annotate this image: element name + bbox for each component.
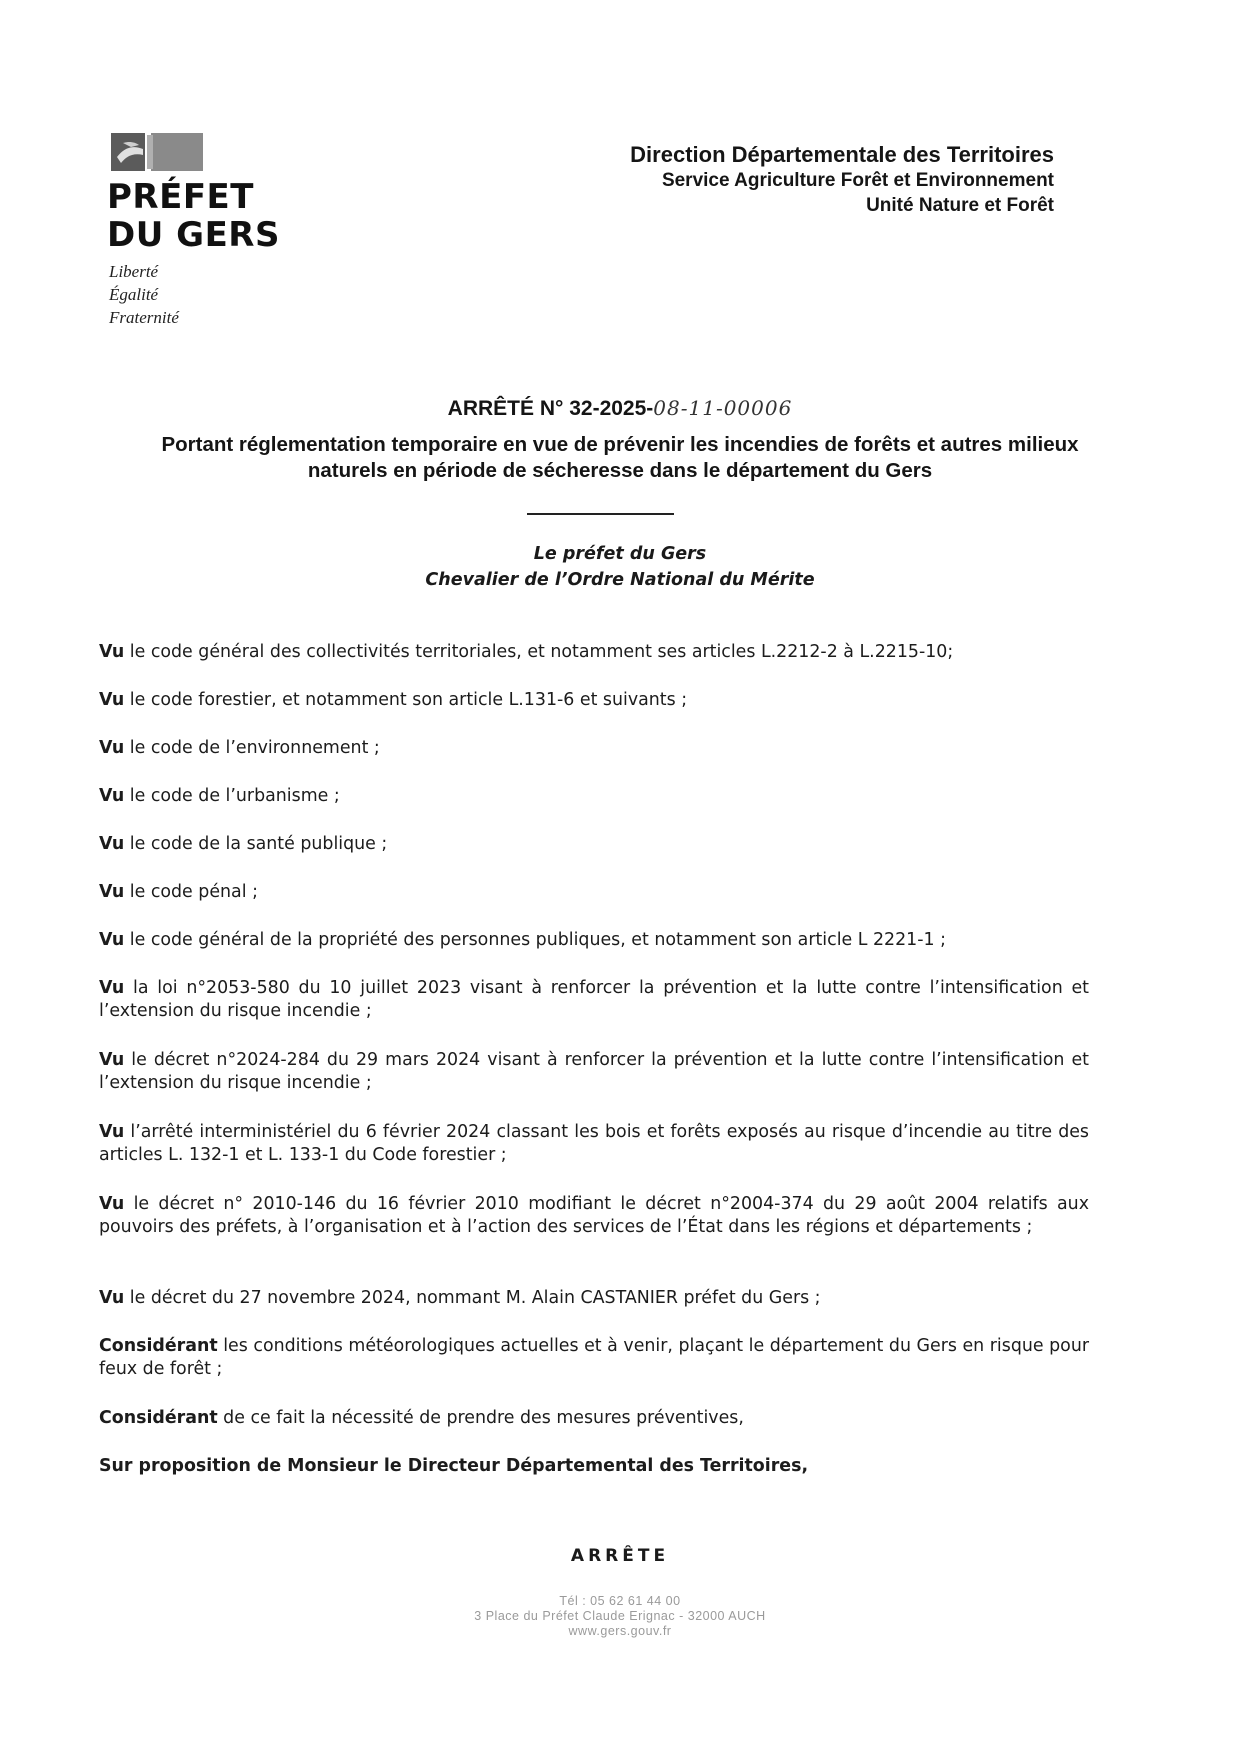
visa-paragraph	[99, 1193, 1089, 1239]
visa-lead: Vu	[99, 834, 125, 854]
visa-text: la loi n°2053-580 du 10 juillet 2023 visant à renforcer la prévention et la lutte contre l’intensification et l’extension du risque incendie ;	[99, 978, 1089, 1021]
visa-text: le code de la santé publique ;	[124, 834, 388, 854]
marianne-logo-icon	[111, 133, 203, 171]
visa-paragraph	[99, 737, 1089, 760]
signatory-title: Le préfet du Gers	[533, 544, 707, 564]
republic-motto	[109, 260, 179, 329]
visa-paragraph	[99, 1287, 1089, 1310]
visa-paragraph	[99, 881, 1089, 904]
footer-website: www.gers.gouv.fr	[568, 1624, 672, 1638]
footer-phone: Tél : 05 62 61 44 00	[559, 1594, 681, 1608]
considerant-paragraph	[99, 1407, 1089, 1430]
visa-lead: Vu	[99, 642, 125, 662]
considerant-paragraph	[99, 1335, 1089, 1381]
visa-lead: Considérant	[99, 1336, 218, 1356]
visa-lead: Vu	[99, 690, 125, 710]
visa-text: le décret n°2024-284 du 29 mars 2024 visant à renforcer la prévention et la lutte contre l’intensification et l’extension du risque incendie ;	[99, 1050, 1089, 1093]
motto-fraternite: Fraternité	[109, 308, 179, 327]
visa-lead: Vu	[99, 930, 125, 950]
visa-text: le code général des collectivités territoriales, et notamment ses articles L.2212-2 à L.2215-10;	[124, 642, 954, 662]
visa-lead: Vu	[99, 1194, 125, 1214]
visa-paragraph	[99, 833, 1089, 856]
subtitle-line2: naturels en période de sécheresse dans le département du Gers	[307, 459, 933, 482]
arrete-heading: ARRÊTE	[570, 1546, 670, 1566]
prefet-logo-title	[107, 178, 280, 254]
visa-paragraph	[99, 1049, 1089, 1095]
motto-liberte: Liberté	[109, 262, 159, 281]
visa-text: le code général de la propriété des personnes publiques, et notamment son article L 2221-1 ;	[124, 930, 946, 950]
arrete-number	[0, 396, 1240, 421]
visa-text: le code de l’urbanisme ;	[124, 786, 340, 806]
visa-paragraph	[99, 785, 1089, 808]
visa-lead: Vu	[99, 1050, 125, 1070]
subtitle-line1: Portant réglementation temporaire en vue de prévenir les incendies de forêts et autres milieux	[161, 433, 1079, 456]
visa-paragraph	[99, 641, 1089, 664]
direction-name: Direction Départementale des Territoires	[630, 142, 1054, 167]
logo-title-line2: DU GERS	[107, 215, 280, 255]
visa-lead: Vu	[99, 786, 125, 806]
title-divider	[527, 513, 674, 515]
visa-lead: Considérant	[99, 1408, 218, 1428]
visa-text: le décret n° 2010-146 du 16 février 2010 modifiant le décret n°2004-374 du 29 août 2004 relatifs aux pouvoirs des préfets, à l’organisation et à l’action des services de l’État dans les régions et départements ;	[99, 1194, 1089, 1237]
visa-text: le décret du 27 novembre 2024, nommant M. Alain CASTANIER préfet du Gers ;	[124, 1288, 821, 1308]
arrete-subtitle	[120, 432, 1120, 484]
visa-text: le code de l’environnement ;	[124, 738, 380, 758]
service-name: Service Agriculture Forêt et Environnement	[661, 170, 1054, 191]
visa-lead: Vu	[99, 882, 125, 902]
footer-contact	[0, 1594, 1240, 1639]
visa-text: le code forestier, et notamment son article L.131-6 et suivants ;	[124, 690, 688, 710]
visa-text: le code pénal ;	[124, 882, 258, 902]
visa-lead: Vu	[99, 738, 125, 758]
logo-title-line1: PRÉFET	[107, 177, 254, 217]
signatory-block	[0, 541, 1240, 593]
visa-text: l’arrêté interministériel du 6 février 2024 classant les bois et forêts exposés au risque d’incendie au titre des articles L. 132-1 et L. 133-1 du Code forestier ;	[99, 1122, 1089, 1165]
visa-paragraph	[99, 929, 1089, 952]
visa-paragraph	[99, 1121, 1089, 1167]
signatory-honor: Chevalier de l’Ordre National du Mérite	[425, 570, 815, 590]
visa-lead: Sur proposition de Monsieur le Directeur Départemental des Territoires,	[99, 1456, 809, 1476]
visa-text: de ce fait la nécessité de prendre des mesures préventives,	[217, 1408, 744, 1428]
motto-egalite: Égalité	[109, 285, 159, 304]
visa-lead: Vu	[99, 1122, 125, 1142]
visa-paragraph	[99, 977, 1089, 1023]
issuing-office	[630, 141, 1054, 218]
visa-lead: Vu	[99, 1288, 125, 1308]
visa-text: les conditions météorologiques actuelles et à venir, plaçant le département du Gers en risque pour feux de forêt ;	[99, 1336, 1089, 1379]
arrete-number-handwritten: 08-11-00006	[653, 396, 793, 420]
unit-name: Unité Nature et Forêt	[866, 195, 1054, 216]
arrete-number-prefix: ARRÊTÉ N° 32-2025-	[447, 397, 654, 420]
footer-address: 3 Place du Préfet Claude Erignac - 32000 AUCH	[474, 1609, 766, 1623]
visa-lead: Vu	[99, 978, 125, 998]
proposition-paragraph	[99, 1455, 1089, 1478]
visa-paragraph	[99, 689, 1089, 712]
